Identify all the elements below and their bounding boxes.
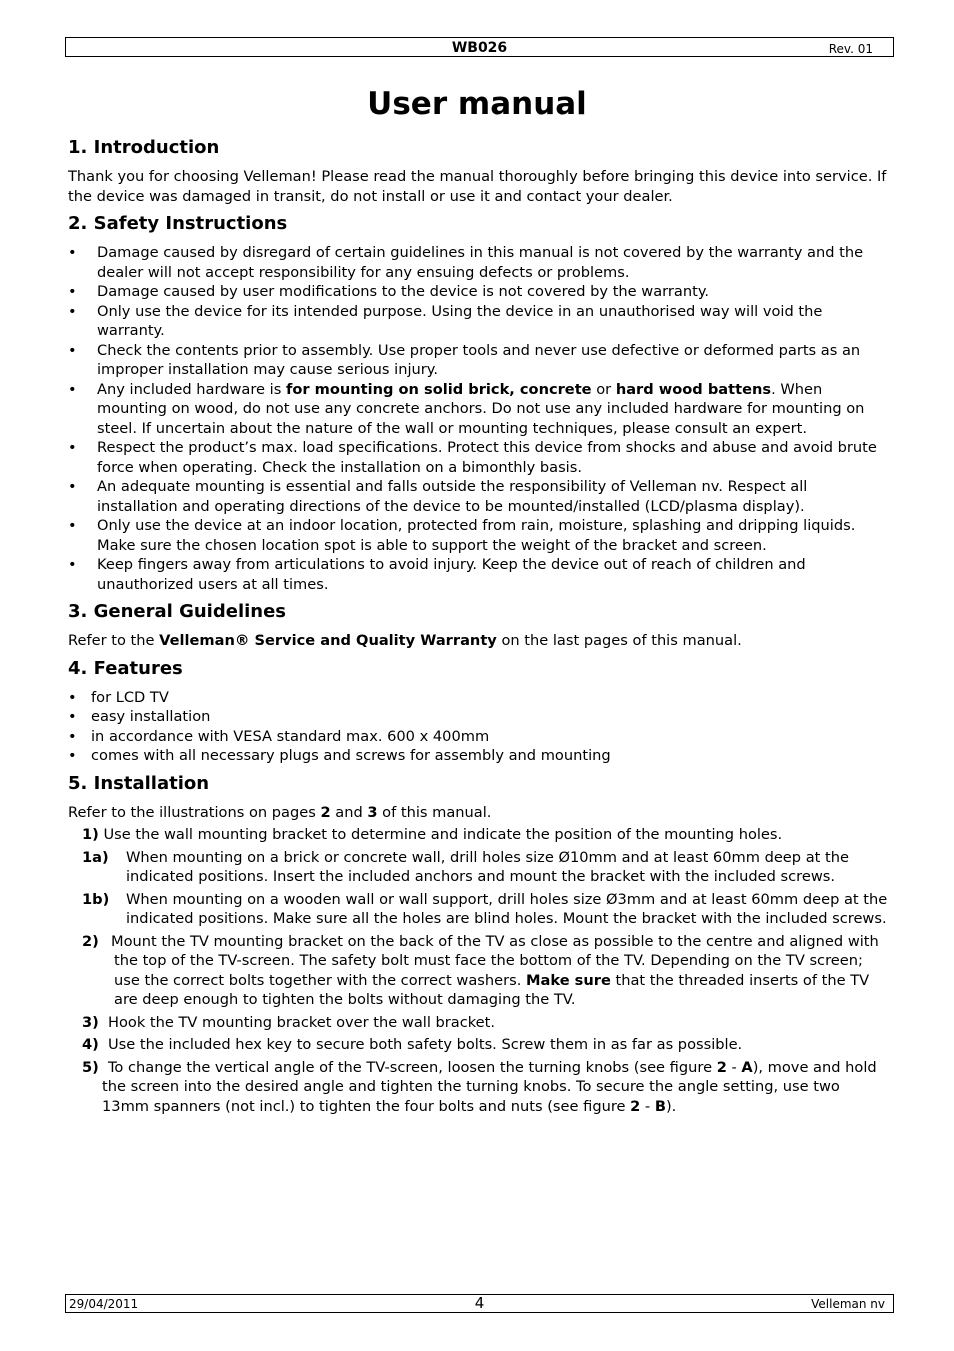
install-step-4: 4) Use the included hex key to secure both safety bolts. Screw them in as far as possible.: [82, 1036, 743, 1053]
install-step-1b: 1b) When mounting on a wooden wall or wall support, drill holes size Ø3mm and at least 60mm deep at the indicated positions. Make sure all the holes are blind holes. Mount the bracket with the included screws.: [82, 890, 888, 927]
page-number: 4: [474, 1294, 485, 1312]
list-item: • Damage caused by user modifications to the device is not covered by the warranty.: [68, 283, 710, 300]
list-item: • comes with all necessary plugs and screws for assembly and mounting: [68, 747, 611, 764]
install-step-2: 2) Mount the TV mounting bracket on the back of the TV as close as possible to the centre and aligned with the top of the TV-screen. The safety bolt must face the bottom of the TV. Depending on the TV screen; use the correct bolts together with the correct washers. Make sure that the threaded inserts of the TV are deep enough to tighten the bolts without damaging the TV.: [82, 932, 879, 1008]
install-heading: 5. Installation: [68, 772, 210, 794]
list-item: • Only use the device at an indoor location, protected from rain, moisture, splashing and dripping liquids. Make sure the chosen location spot is able to support the weight of the bracket and screen.: [68, 517, 856, 554]
list-item: • Respect the product’s max. load specifications. Protect this device from shocks and abuse and avoid brute force when operating. Check the installation on a bimonthly basis.: [68, 439, 877, 476]
install-step-1: 1) Use the wall mounting bracket to determine and indicate the position of the mounting holes.: [82, 826, 783, 843]
install-step-5: 5) To change the vertical angle of the TV-screen, loosen the turning knobs (see figure 2 - A), move and hold the screen into the desired angle and tighten the turning knobs. To secure the angle setting, use two 13mm spanners (not incl.) to tighten the four bolts and nuts (see figure 2 - B).: [82, 1058, 877, 1115]
intro-text: Thank you for choosing Velleman! Please read the manual thoroughly before bringing this device into service. If the device was damaged in transit, do not install or use it and contact your dealer.: [68, 168, 887, 205]
footer-company: Velleman nv: [811, 1297, 885, 1311]
list-item: • Check the contents prior to assembly. Use proper tools and never use defective or deformed parts as an improper installation may cause serious injury.: [68, 341, 861, 378]
footer-date: 29/04/2011: [69, 1297, 139, 1311]
features-heading: 4. Features: [68, 657, 183, 679]
list-item: • easy installation: [68, 708, 211, 725]
safety-list: [68, 243, 888, 594]
page-header: [65, 37, 894, 57]
install-intro: Refer to the illustrations on pages 2 and 3 of this manual.: [68, 803, 492, 821]
general-text: Refer to the Velleman® Service and Quality Warranty on the last pages of this manual.: [68, 632, 742, 649]
page-footer: [65, 1294, 894, 1313]
page-title: User manual: [367, 86, 587, 122]
list-item: • Damage caused by disregard of certain guidelines in this manual is not covered by the warranty and the dealer will not accept responsibility for any ensuing defects or problems.: [68, 244, 864, 281]
list-item: • Any included hardware is for mounting on solid brick, concrete or hard wood battens. When mounting on wood, do not use any concrete anchors. Do not use any included hardware for mounting on steel. If uncertain about the nature of the wall or mounting techniques, please consult an expert.: [68, 380, 865, 437]
document-body: [68, 136, 888, 1116]
intro-heading: 1. Introduction: [68, 137, 220, 158]
safety-heading: 2. Safety Instructions: [68, 213, 288, 234]
list-item: • An adequate mounting is essential and falls outside the responsibility of Velleman nv. Respect all installation and operating directions of the device to be mounted/installed (LCD/plasma display).: [68, 478, 808, 515]
features-list: [68, 688, 888, 766]
list-item: • Only use the device for its intended purpose. Using the device in an unauthorised way will void the warranty.: [68, 302, 823, 339]
revision: Rev. 01: [828, 42, 873, 56]
list-item: • in accordance with VESA standard max. 600 x 400mm: [68, 727, 490, 745]
list-item: • for LCD TV: [68, 688, 169, 706]
install-step-1a: 1a) When mounting on a brick or concrete wall, drill holes size Ø10mm and at least 60mm deep at the indicated positions. Insert the included anchors and mount the bracket with the included screws.: [82, 848, 849, 885]
general-heading: 3. General Guidelines: [68, 601, 287, 622]
install-step-3: 3) Hook the TV mounting bracket over the wall bracket.: [82, 1013, 496, 1031]
model-number: WB026: [451, 40, 508, 56]
list-item: • Keep fingers away from articulations to avoid injury. Keep the device out of reach of children and unauthorized users at all times.: [68, 556, 806, 593]
